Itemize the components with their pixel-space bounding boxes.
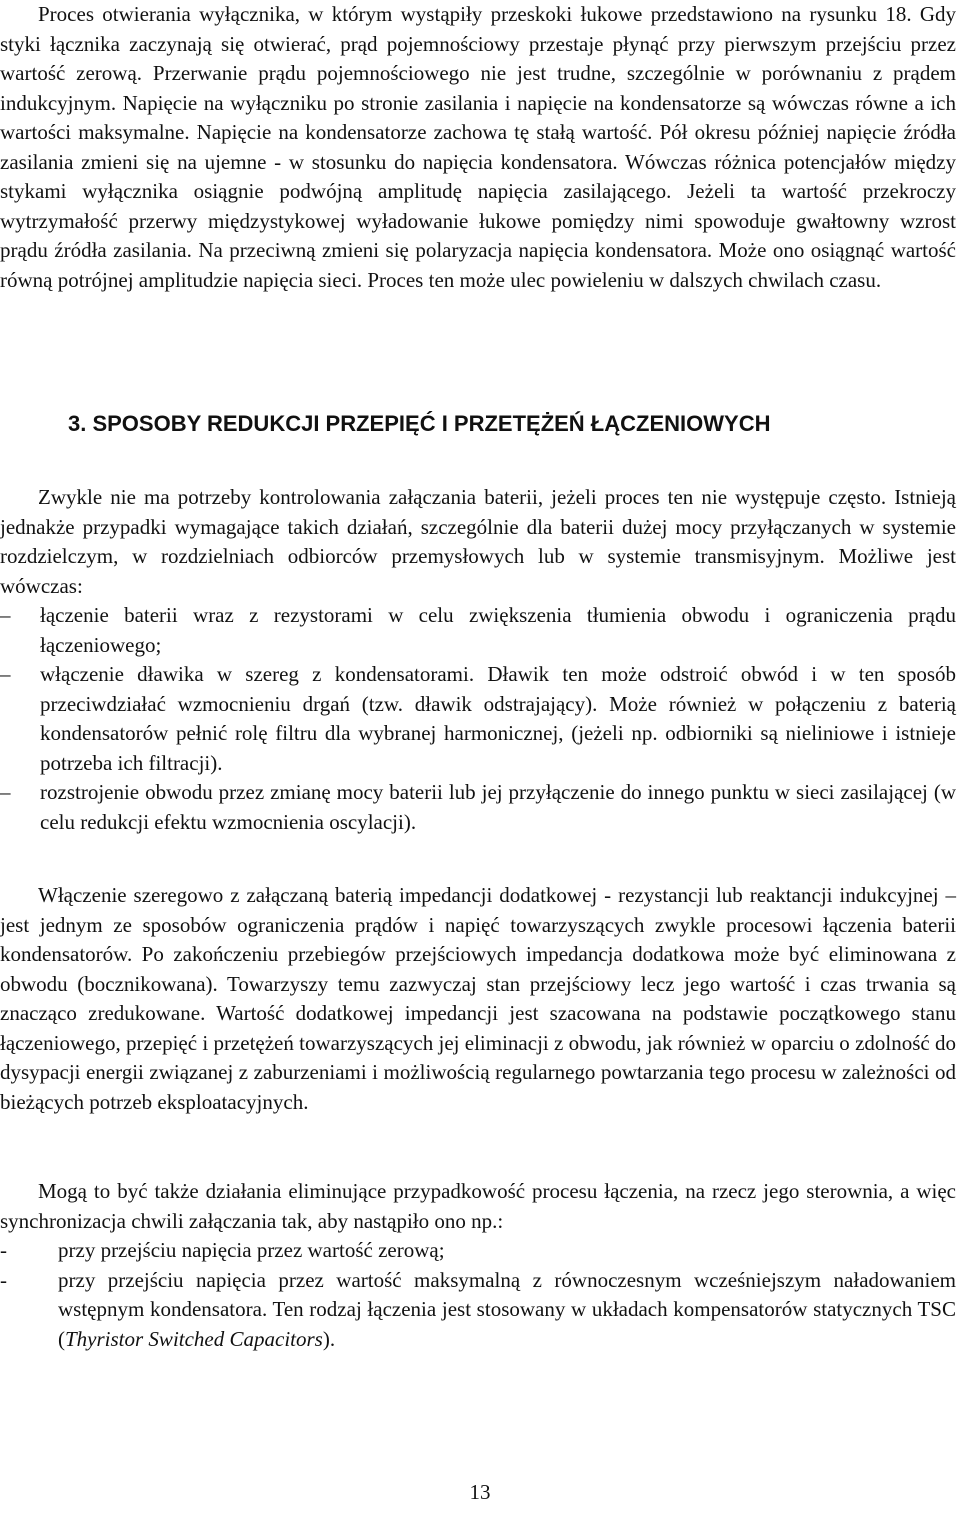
dash-marker: – (0, 603, 11, 627)
list-item (0, 660, 956, 778)
list-item-text: łączenie baterii wraz z rezystorami w celu zwiększenia tłumienia obwodu i ograniczenia prądu łączeniowego; (40, 603, 956, 657)
hyphen-marker: - (0, 1238, 7, 1262)
list-item-text: włączenie dławika w szereg z kondensatorami. Dławik ten może odstroić obwód i w ten sposób przeciwdziałać wzmocnieniu drgań (tzw. dławik odstrajający). Może również w połączeniu z baterią kondensatorów pełnić rolę filtru dla wybranej harmonicznej, (jeżeli np. odbiorniki są nieliniowe i istnieje potrzeba ich filtracji). (40, 662, 956, 775)
paragraph-breaker-arcing (0, 0, 956, 295)
list-item (0, 1236, 956, 1266)
dash-marker: – (0, 662, 11, 686)
paragraph-text: Włączenie szeregowo z załączaną baterią impedancji dodatkowej - rezystancji lub reaktancji indukcyjnej – jest jednym ze sposobów ograniczenia prądów i napięć towarzyszących zwykle procesowi łączenia baterii kondensatorów. Po zakończeniu przebiegów przejściowych impedancja dodatkowa może być eliminowana z obwodu (bocznikowana). Towarzyszy temu zazwyczaj stan przejściowy lecz jego wartość i czas trwania są znacząco zredukowane. Wartość dodatkowej impedancji jest szacowana na podstawie początkowego stanu łączeniowego, przepięć i przetężeń towarzyszących jej eliminacji z obwodu, jak również w oparciu o zdolność do dysypacji energii związanej z zaburzeniami i możliwością regularnego powtarzania tego procesu w zależności od bieżących potrzeb eksploatacyjnych. (0, 883, 956, 1114)
list-item (0, 1266, 956, 1355)
paragraph-text: Proces otwierania wyłącznika, w którym wystąpiły przeskoki łukowe przedstawiono na rysunku 18. Gdy styki łącznika zaczynają się otwierać, prąd pojemnościowy przestaje płynąć przy pierwszym przejściu przez wartość zerową. Przerwanie prądu pojemnościowego nie jest trudne, szczególnie w porównaniu z prądem indukcyjnym. Napięcie na wyłączniku po stronie zasilania i napięcie na kondensatorze są wówczas równe a ich wartości maksymalne. Napięcie na kondensatorze zachowa tę stałą wartość. Pół okresu później napięcie źródła zasilania zmieni się na ujemne - w stosunku do napięcia kondensatora. Wówczas różnica potencjałów między stykami wyłącznika osiągnie podwójną amplitudę napięcia zasilającego. Jeżeli ta wartość przekroczy wytrzymałość przerwy międzystykowej wyładowanie łukowe pomiędzy nimi spowoduje gwałtowny wzrost prądu źródła zasilania. Na przeciwną zmieni się polaryzacja napięcia kondensatora. Może ono osiągnąć wartość równą potrójnej amplitudzie napięcia sieci. Proces ten może ulec powieleniu w dalszych chwilach czasu. (0, 2, 956, 292)
italic-term: Thyristor Switched Capacitors (65, 1326, 323, 1351)
hyphen-marker: - (0, 1267, 7, 1292)
list-item-text: przy przejściu napięcia przez wartość maksymalną z równoczesnym wcześniejszym naładowaniem wstępnym kondensatora. Ten rodzaj łączenia jest stosowany w układach kompensatorów statycznych TSC ( (58, 1267, 956, 1351)
dash-marker: – (0, 780, 11, 804)
methods-dash-list (0, 601, 956, 837)
list-item-text: przy przejściu napięcia przez wartość zerową; (58, 1238, 445, 1262)
paragraph-series-impedance (0, 881, 956, 1117)
list-item (0, 778, 956, 837)
section-heading: 3. SPOSOBY REDUKCJI PRZEPIĘĆ I PRZETĘŻEŃ ŁĄCZENIOWYCH (68, 411, 771, 436)
paragraph-switching-control (0, 483, 956, 601)
paragraph-text: Mogą to być także działania eliminujące przypadkowość procesu łączenia, na rzecz jego sterownia, a więc synchronizacja chwili załączania tak, aby nastąpiło ono np.: (0, 1179, 956, 1233)
paragraph-synchronized-switching (0, 1177, 956, 1236)
paragraph-text: Zwykle nie ma potrzeby kontrolowania załączania baterii, jeżeli proces ten nie występuje często. Istnieją jednakże przypadki wymagające takich działań, szczególnie dla baterii dużej mocy przyłączanych w systemie rozdzielczym, w rozdzielniach odbiorców przemysłowych lub w systemie transmisyjnym. Możliwe jest wówczas: (0, 485, 956, 598)
synchronization-hyphen-list (0, 1236, 956, 1354)
page-number: 13 (469, 1480, 491, 1504)
list-item (0, 601, 956, 660)
list-item-text: rozstrojenie obwodu przez zmianę mocy baterii lub jej przyłączenie do innego punktu w sieci zasilającej (w celu redukcji efektu wzmocnienia oscylacji). (40, 780, 956, 834)
list-item-end: ). (322, 1326, 336, 1351)
